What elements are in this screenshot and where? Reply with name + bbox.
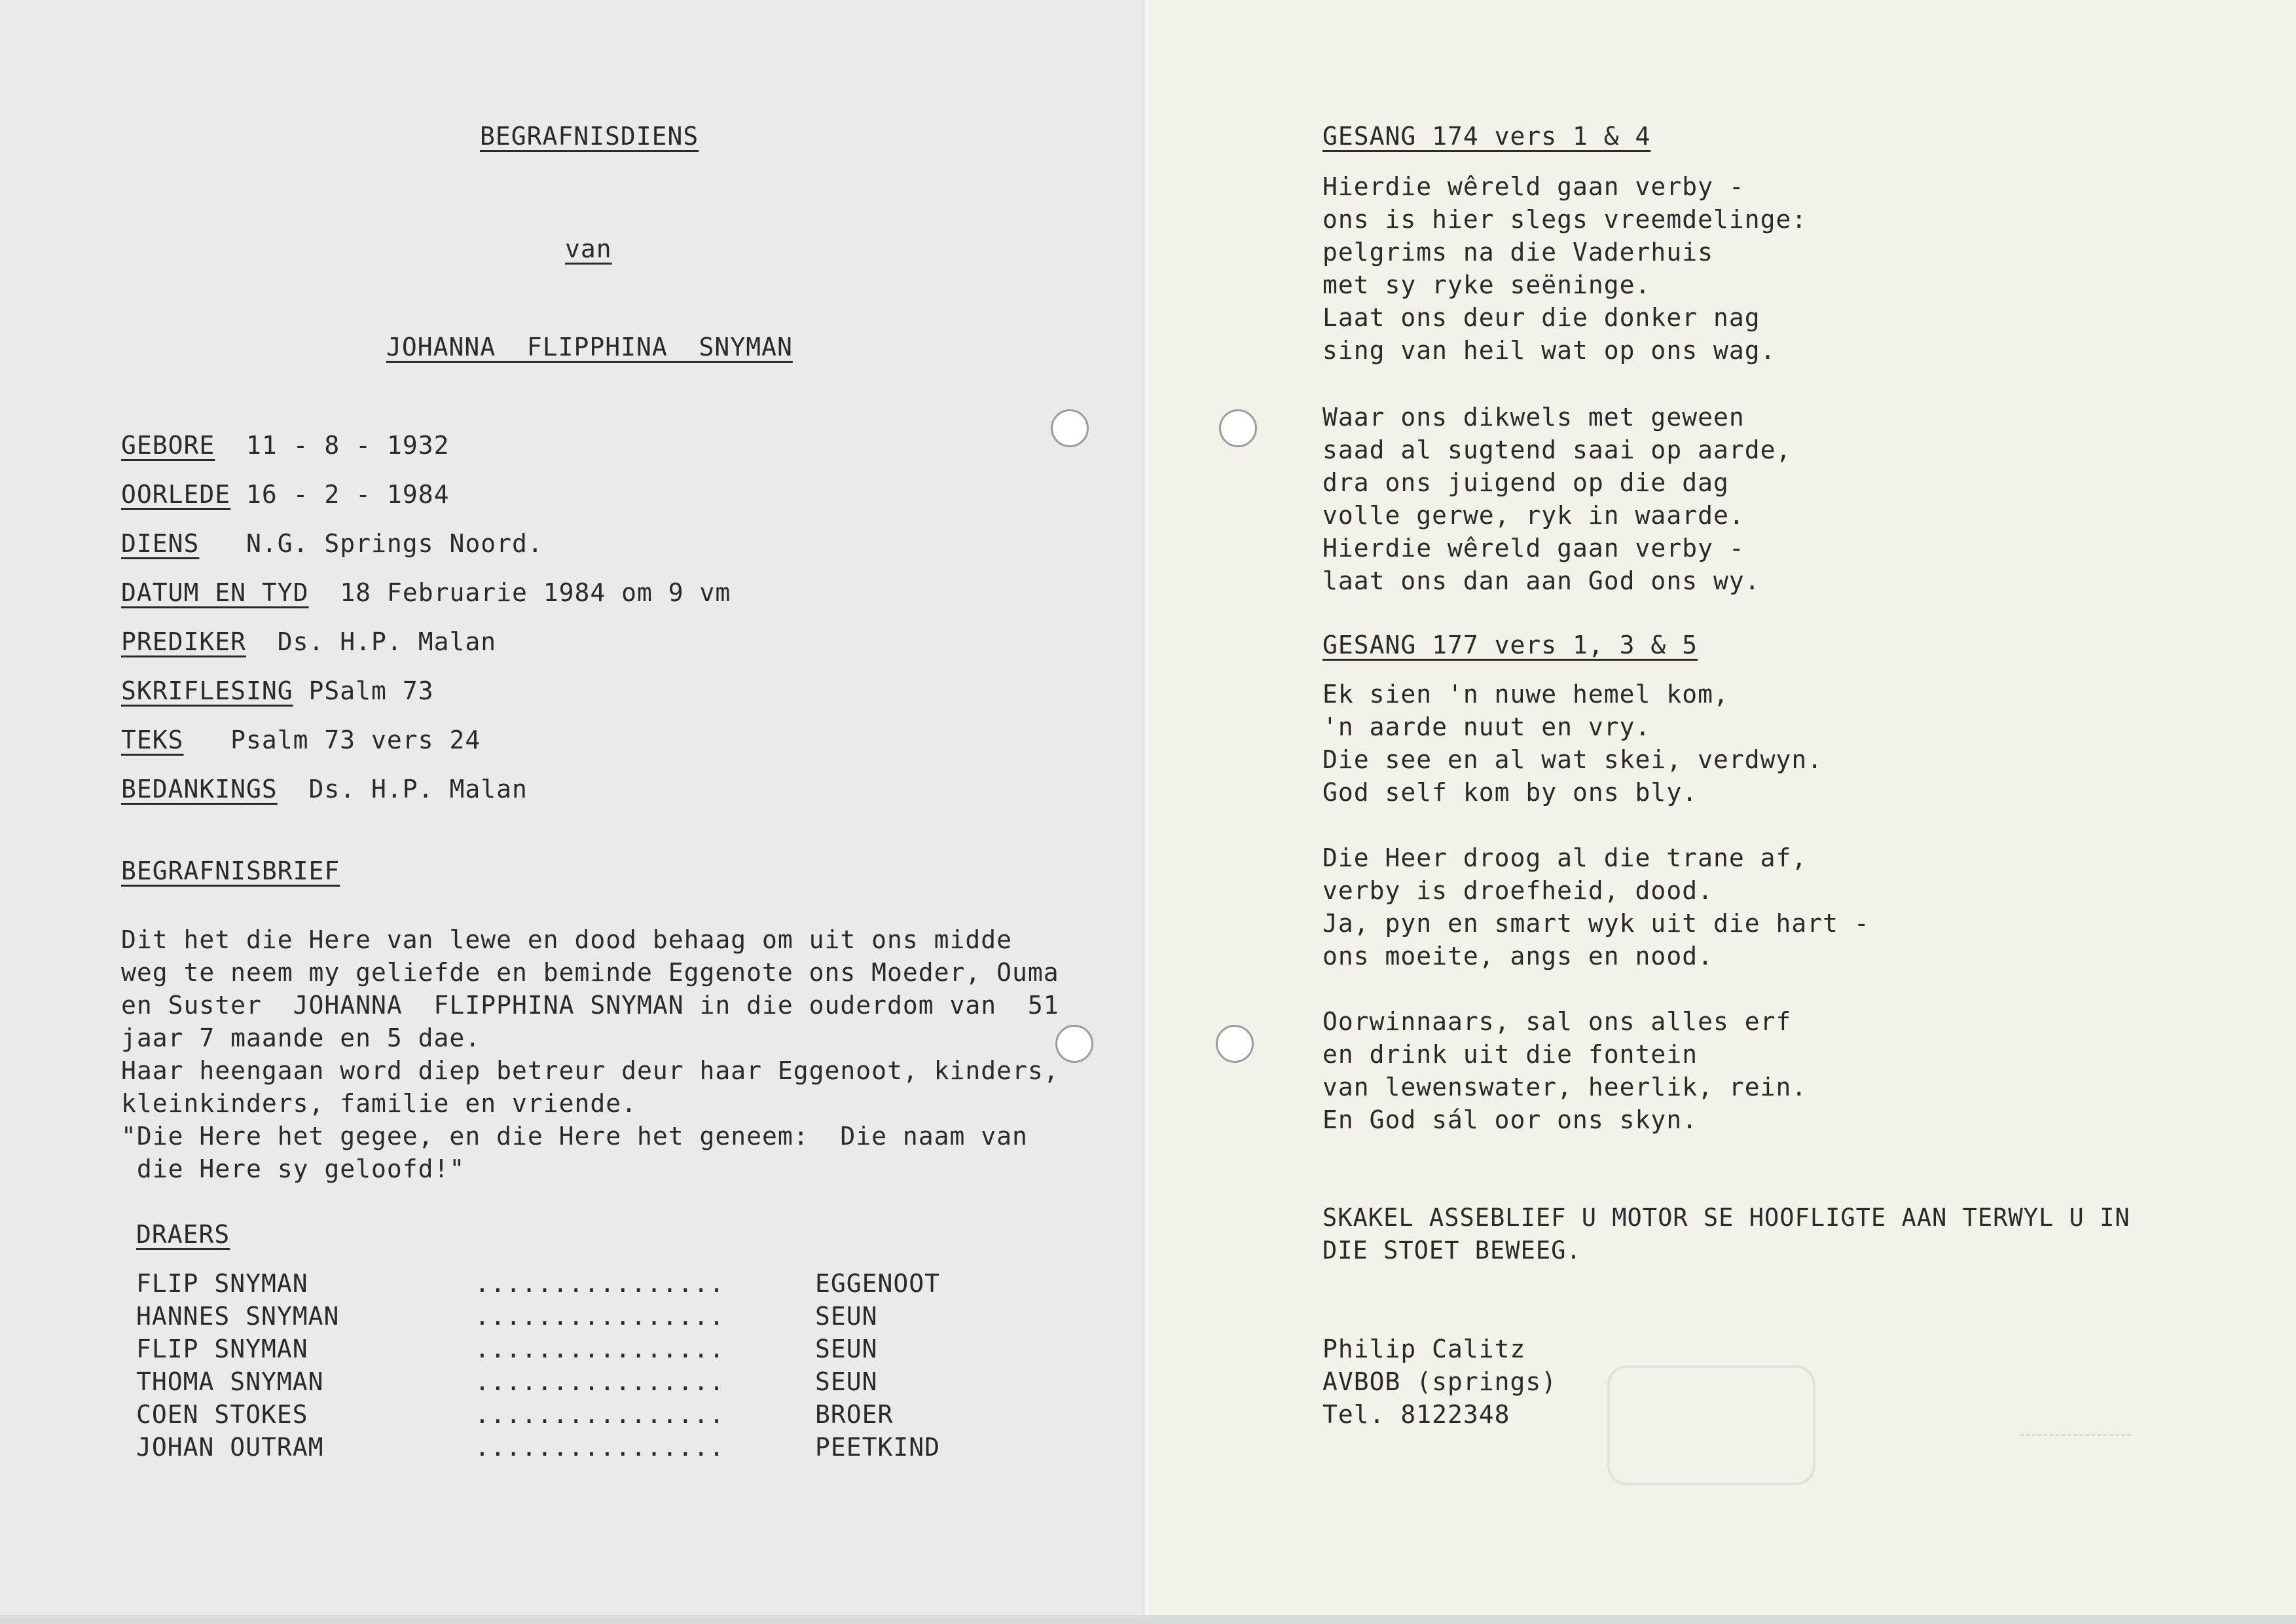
hymn-line: van lewenswater, heerlik, rein. — [1322, 1073, 1808, 1101]
letter-line: "Die Here het gegee, en die Here het geneem: Die naam van — [121, 1122, 1028, 1151]
hymn-line: Laat ons deur die donker nag — [1322, 303, 1760, 332]
bearers-heading: DRAERS — [136, 1220, 230, 1249]
hymn-line: Hierdie wêreld gaan verby - — [1322, 172, 1745, 201]
hymn-line: verby is droefheid, dood. — [1322, 876, 1713, 905]
bearer-name: THOMA SNYMAN — [136, 1367, 324, 1396]
letter-line: die Here sy geloofd!" — [121, 1154, 465, 1183]
right-page — [1147, 0, 2296, 1624]
letter-line: kleinkinders, familie en vriende. — [121, 1089, 637, 1118]
hymn-line: volle gerwe, ryk in waarde. — [1322, 501, 1745, 530]
hymn-line: En God sál oor ons skyn. — [1322, 1105, 1698, 1134]
hymn-line: 'n aarde nuut en vry. — [1322, 712, 1651, 741]
bearer-name: COEN STOKES — [136, 1400, 308, 1429]
paper-edge — [0, 1615, 2296, 1624]
letter-line: jaar 7 maande en 5 dae. — [121, 1024, 481, 1052]
center-fold — [1143, 0, 1151, 1624]
detail-row: SKRIFLESING PSalm 73 — [121, 676, 434, 705]
detail-row: GEBORE 11 - 8 - 1932 — [121, 431, 450, 460]
hymn-1-title: GESANG 174 vers 1 & 4 — [1322, 122, 1651, 151]
hymn-line: Oorwinnaars, sal ons alles erf — [1322, 1007, 1792, 1036]
bearer-dots: ................ — [475, 1269, 725, 1298]
contact-line: Tel. 8122348 — [1322, 1400, 1510, 1429]
notice-line: DIE STOET BEWEEG. — [1322, 1236, 1582, 1264]
hymn-line: God self kom by ons bly. — [1322, 778, 1698, 807]
bearer-name: HANNES SNYMAN — [136, 1302, 340, 1331]
bearer-dots: ................ — [475, 1335, 725, 1363]
hymn-line: Ek sien 'n nuwe hemel kom, — [1322, 680, 1729, 709]
letter-line: Dit het die Here van lewe en dood behaag om uit ons midde — [121, 925, 1013, 954]
contact-line: Philip Calitz — [1322, 1335, 1526, 1363]
bearer-dots: ................ — [475, 1433, 725, 1462]
hymn-line: saad al sugtend saai op aarde, — [1322, 435, 1792, 464]
hymn-line: ons moeite, angs en nood. — [1322, 942, 1713, 970]
bearer-dots: ................ — [475, 1367, 725, 1396]
hymn-2-title: GESANG 177 vers 1, 3 & 5 — [1322, 631, 1698, 659]
bearer-name: FLIP SNYMAN — [136, 1269, 308, 1298]
bearer-name: FLIP SNYMAN — [136, 1335, 308, 1363]
detail-row: BEDANKINGS Ds. H.P. Malan — [121, 775, 528, 803]
letter-heading: BEGRAFNISBRIEF — [121, 857, 340, 885]
detail-row: PREDIKER Ds. H.P. Malan — [121, 627, 497, 656]
hymn-line: Ja, pyn en smart wyk uit die hart - — [1322, 909, 1870, 938]
hymn-line: Die Heer droog al die trane af, — [1322, 843, 1808, 872]
van-label: van — [565, 234, 612, 263]
detail-row: DATUM EN TYD 18 Februarie 1984 om 9 vm — [121, 578, 731, 607]
left-page — [0, 0, 1147, 1624]
notice-line: SKAKEL ASSEBLIEF U MOTOR SE HOOFLIGTE AAN TERWYL U IN — [1322, 1204, 2130, 1232]
detail-row: DIENS N.G. Springs Noord. — [121, 529, 543, 558]
service-title: BEGRAFNISDIENS — [480, 122, 699, 151]
hymn-line: Waar ons dikwels met geween — [1322, 403, 1745, 432]
bearer-relation: BROER — [815, 1400, 894, 1429]
hymn-line: Hierdie wêreld gaan verby - — [1322, 534, 1745, 563]
hymn-line: dra ons juigend op die dag — [1322, 468, 1729, 497]
deceased-name: JOHANNA FLIPPHINA SNYMAN — [386, 333, 793, 361]
bearer-relation: SEUN — [815, 1367, 878, 1396]
punch-hole — [1219, 409, 1257, 447]
hymn-line: pelgrims na die Vaderhuis — [1322, 238, 1713, 267]
bearer-relation: PEETKIND — [815, 1433, 941, 1462]
letter-line: weg te neem my geliefde en beminde Eggenote ons Moeder, Ouma — [121, 958, 1059, 987]
bearer-relation: SEUN — [815, 1302, 878, 1331]
hymn-line: ons is hier slegs vreemdelinge: — [1322, 205, 1808, 234]
hymn-line: en drink uit die fontein — [1322, 1040, 1698, 1069]
detail-row: OORLEDE 16 - 2 - 1984 — [121, 480, 450, 509]
faded-mark — [2020, 1388, 2131, 1436]
hymn-line: met sy ryke seëninge. — [1322, 270, 1651, 299]
faded-stamp — [1607, 1365, 1815, 1485]
detail-row: TEKS Psalm 73 vers 24 — [121, 726, 481, 754]
bearer-relation: SEUN — [815, 1335, 878, 1363]
bearer-name: JOHAN OUTRAM — [136, 1433, 324, 1462]
punch-hole — [1216, 1025, 1254, 1063]
punch-hole — [1051, 409, 1089, 447]
bearer-relation: EGGENOOT — [815, 1269, 941, 1298]
hymn-line: laat ons dan aan God ons wy. — [1322, 566, 1760, 595]
letter-line: Haar heengaan word diep betreur deur haar Eggenoot, kinders, — [121, 1056, 1059, 1085]
bearer-dots: ................ — [475, 1302, 725, 1331]
contact-line: AVBOB (springs) — [1322, 1367, 1558, 1396]
letter-line: en Suster JOHANNA FLIPPHINA SNYMAN in die ouderdom van 51 — [121, 991, 1059, 1020]
bearer-dots: ................ — [475, 1400, 725, 1429]
hymn-line: sing van heil wat op ons wag. — [1322, 336, 1776, 365]
hymn-line: Die see en al wat skei, verdwyn. — [1322, 745, 1823, 774]
punch-hole — [1055, 1025, 1093, 1063]
